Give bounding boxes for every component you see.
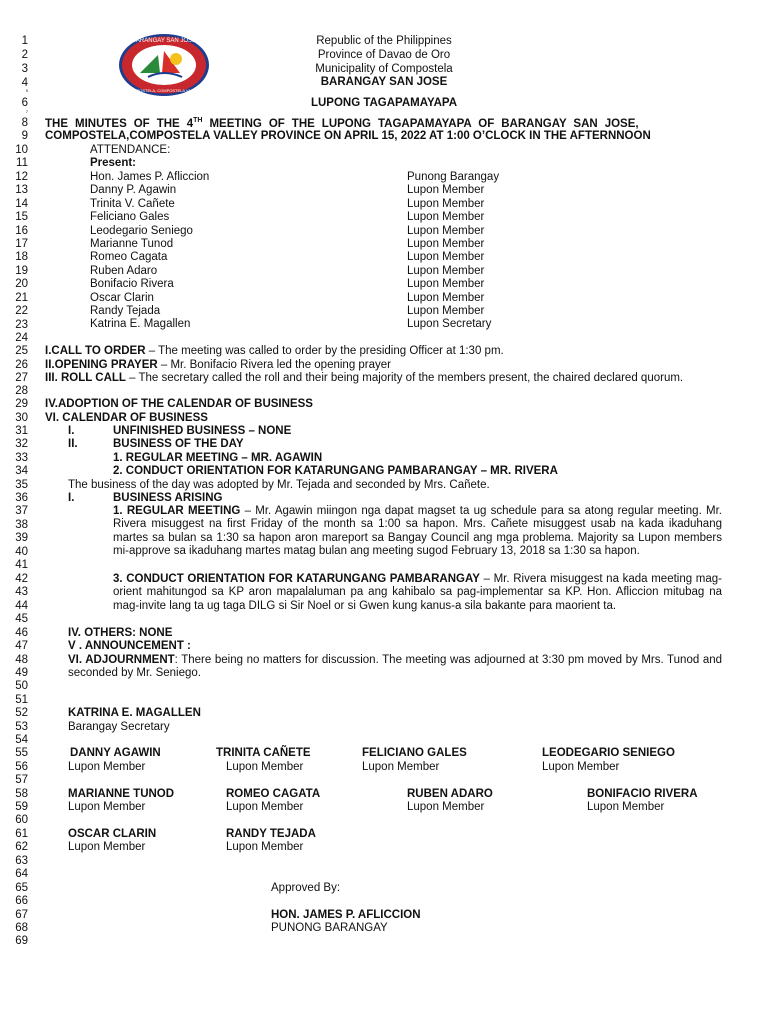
attendee-role: Lupon Member [407,251,485,264]
business-of-the-day: BUSINESS OF THE DAY [113,438,244,450]
attendee-name: Randy Tejada [90,305,161,317]
signatory-title: Lupon Member [68,841,146,853]
line-number: 42 [15,573,28,585]
signatory-title: Lupon Member [226,761,304,773]
line-number: 21 [15,292,28,304]
line-number: 54 [15,734,28,746]
line-number: 63 [15,855,28,867]
call-to-order: I.CALL TO ORDER – The meeting was called to order by the presiding Officer at 1:30 pm. [45,345,504,357]
line-number: 24 [15,332,28,344]
line-number: 40 [15,546,28,558]
line-number: 61 [15,828,28,840]
arising-item-2: 3. CONDUCT ORIENTATION FOR KATARUNGANG PAMBARANGAY – Mr. Rivera misuggest na kada meeting mag-orient mahitungod sa KP aron mapalaluman pa ang kahibalo sa pag-implementar sa KP. Hon. Afliccion mitubag na mag-invite lang ta ug taga DILG si Sir Noel or si Gwen kung kanus-a sila bakante para maorient ta. [113,573,722,612]
line-number: 19 [15,265,28,277]
line-number: 48 [15,654,28,666]
attendee-name: Oscar Clarin [90,291,154,304]
present-label: Present: [90,157,137,169]
line-number: 65 [15,882,28,894]
signatory-title: Lupon Member [68,761,146,773]
council-line: LUPONG TAGAPAMAYAPA [310,97,458,109]
line-number: 28 [15,385,28,397]
line-number: 45 [15,613,28,625]
line-number: 22 [15,305,28,317]
approver-title: PUNONG BARANGAY [271,922,388,934]
business-day-number: II. [68,438,78,450]
line-number: 34 [15,465,28,477]
line-number: 11 [16,157,28,169]
attendee-name: Romeo Cagata [90,251,168,264]
attendee-name: Ruben Adaro [90,264,158,277]
attendee-name: Katrina E. Magallen [90,318,191,331]
line-number: 35 [15,479,28,491]
attendee-role: Lupon Member [407,278,485,291]
line-number: 69 [15,935,28,947]
roll-call: III. ROLL CALL – The secretary called the roll and their being majority of the members present, the chaired declared quorum. [45,372,684,384]
line-number: 37 [15,505,28,517]
line-number: 27 [15,372,28,384]
line-number: 56 [15,761,28,773]
attendee-name: Trinita V. Cañete [90,197,175,210]
signatory-title: Lupon Member [362,761,440,773]
line-number: 64 [15,868,28,880]
line-number: 66 [15,895,28,907]
line-number: 10 [15,144,28,156]
line-number: 39 [15,532,28,544]
barangay-line: BARANGAY SAN JOSE [320,76,448,88]
signatory-name: ROMEO CAGATA [226,788,321,800]
line-number: 2 [21,49,28,61]
minutes-title-line1: THE MINUTES OF THE 4TH MEETING OF THE LUPONG TAGAPAMAYAPA OF BARANGAY SAN JOSE, [45,117,639,130]
line-number: 50 [15,680,28,692]
line-number: 52 [15,707,28,719]
line-number: 36 [15,492,28,504]
secretary-name: KATRINA E. MAGALLEN [68,707,201,719]
line-number: 15 [15,211,28,223]
attendance-heading: ATTENDANCE: [90,144,171,156]
signatory-title: Lupon Member [587,801,665,813]
line-number: 7 [25,109,28,114]
line-number: 8 [21,117,28,129]
line-number: 16 [15,225,28,237]
line-number: 17 [15,238,28,250]
line-number: 58 [15,788,28,800]
line-number: 30 [15,412,28,424]
line-number: 67 [15,909,28,921]
signatory-title: Lupon Member [226,841,304,853]
attendee-role: Lupon Member [407,197,485,210]
line-number: 26 [15,359,28,371]
line-number: 33 [15,452,28,464]
adjournment: VI. ADJOURNMENT: There being no matters for discussion. The meeting was adjourned at 3:30 pm moved by Mrs. Tunod and seconded by Mr. Seniego. [68,654,722,680]
barangay-seal-logo [118,33,210,97]
line-number: 14 [15,198,28,210]
adopted-statement: The business of the day was adopted by Mr. Tejada and seconded by Mrs. Cañete. [68,479,490,491]
line-number: 57 [15,774,28,786]
line-number: 41 [15,559,28,571]
signatory-name: RANDY TEJADA [226,828,316,840]
attendee-name: Leodegario Seniego [90,224,193,237]
line-number: 4 [21,77,28,89]
signatory-title: Lupon Member [226,801,304,813]
line-number: 9 [21,130,28,142]
attendee-role: Lupon Member [407,238,485,250]
secretary-title: Barangay Secretary [68,721,170,733]
line-number: 49 [15,667,28,679]
approver-name: HON. JAMES P. AFLICCION [271,909,421,921]
attendee-role: Lupon Member [407,184,485,197]
line-number: 20 [15,278,28,290]
line-number: 6 [21,97,28,109]
signatory-title: Lupon Member [407,801,485,813]
attendee-role: Lupon Member [407,291,485,304]
signatory-name: OSCAR CLARIN [68,828,157,840]
line-number: 12 [15,171,28,183]
adoption-heading: IV.ADOPTION OF THE CALENDAR OF BUSINESS [45,398,313,410]
signatory-name: FELICIANO GALES [362,747,467,759]
line-number: 3 [21,63,28,75]
opening-prayer: II.OPENING PRAYER – Mr. Bonifacio Rivera led the opening prayer [45,359,392,371]
line-number: 25 [15,345,28,357]
signatory-name: MARIANNE TUNOD [68,788,175,800]
attendee-name: Bonifacio Rivera [90,278,174,291]
signatory-name: DANNY AGAWIN [70,747,161,759]
attendee-name: Hon. James P. Afliccion [90,171,210,183]
line-number: 31 [15,425,28,437]
unfinished-business: UNFINISHED BUSINESS – NONE [113,425,292,437]
line-number: 13 [15,184,28,196]
signatory-title: Lupon Member [542,761,620,773]
attendee-role: Lupon Member [407,264,485,277]
line-number: 32 [15,438,28,450]
line-number: 5 [25,88,28,93]
agenda-item-2: 2. CONDUCT ORIENTATION FOR KATARUNGANG PAMBARANGAY – MR. RIVERA [113,465,558,477]
signatory-name: LEODEGARIO SENIEGO [542,747,675,759]
agenda-item-1: 1. REGULAR MEETING – MR. AGAWIN [113,452,323,464]
approved-by-label: Approved By: [271,882,341,894]
municipality-line: Municipality of Compostela [315,63,453,75]
attendee-role: Lupon Member [407,211,485,224]
calendar-heading: VI. CALENDAR OF BUSINESS [45,412,208,424]
line-number: 51 [15,694,28,706]
attendee-role: Punong Barangay [407,171,500,183]
signatory-name: RUBEN ADARO [407,788,493,800]
arising-number: I. [68,492,75,504]
line-number: 59 [15,801,28,813]
line-number: 29 [15,398,28,410]
attendee-name: Marianne Tunod [90,238,174,250]
attendee-name: Feliciano Gales [90,211,170,224]
attendee-role: Lupon Member [407,305,485,317]
line-number: 38 [15,519,28,531]
seal-text-bottom: COMPOSTELA, COMPOSTELA VALLEY [127,88,201,93]
unfinished-number: I. [68,425,75,437]
line-number: 47 [15,640,28,652]
others-heading: IV. OTHERS: NONE [68,627,173,639]
minutes-title-line2: COMPOSTELA,COMPOSTELA VALLEY PROVINCE ON APRIL 15, 2022 AT 1:00 O’CLOCK IN THE AFTERNNOON [45,130,651,142]
attendee-name: Danny P. Agawin [90,184,177,197]
arising-item-1: 1. REGULAR MEETING – Mr. Agawin miingon nga dapat magset ta ug schedule para sa atong regular meeting. Mr. Rivera misuggest na first Friday of the month sa 1:00 sa hapon. Mrs. Cañete misuggest usab na kada ikaduhang martes sa bulan sa 1:30 sa hapon aron mareport sa Bangay Council ang mga problema. Majority sa Lupon members mi-approve sa ikaduhang martes matag bulan ang meeting sugod February 13, 2018 sa 1:30 sa hapon. [113,505,722,558]
line-number: 43 [15,586,28,598]
line-number: 68 [15,922,28,934]
line-number: 23 [15,319,28,331]
attendee-role: Lupon Member [407,224,485,237]
business-arising-heading: BUSINESS ARISING [113,492,223,504]
line-number: 18 [15,251,28,263]
line-number: 55 [15,747,28,759]
seal-text-top: BARANGAY SAN JOSE [131,38,197,44]
republic-line: Republic of the Philippines [316,35,452,47]
line-number: 60 [15,814,28,826]
line-number: 46 [15,627,28,639]
line-number: 62 [15,841,28,853]
line-number: 44 [15,600,28,612]
line-number: 1 [21,35,28,47]
signatory-name: BONIFACIO RIVERA [587,788,698,800]
attendee-role: Lupon Secretary [407,318,492,331]
province-line: Province of Davao de Oro [317,49,451,61]
signatory-title: Lupon Member [68,801,146,813]
signatory-name: TRINITA CAÑETE [216,747,311,759]
announcement-heading: V . ANNOUNCEMENT : [68,640,191,652]
line-number: 53 [15,721,28,733]
